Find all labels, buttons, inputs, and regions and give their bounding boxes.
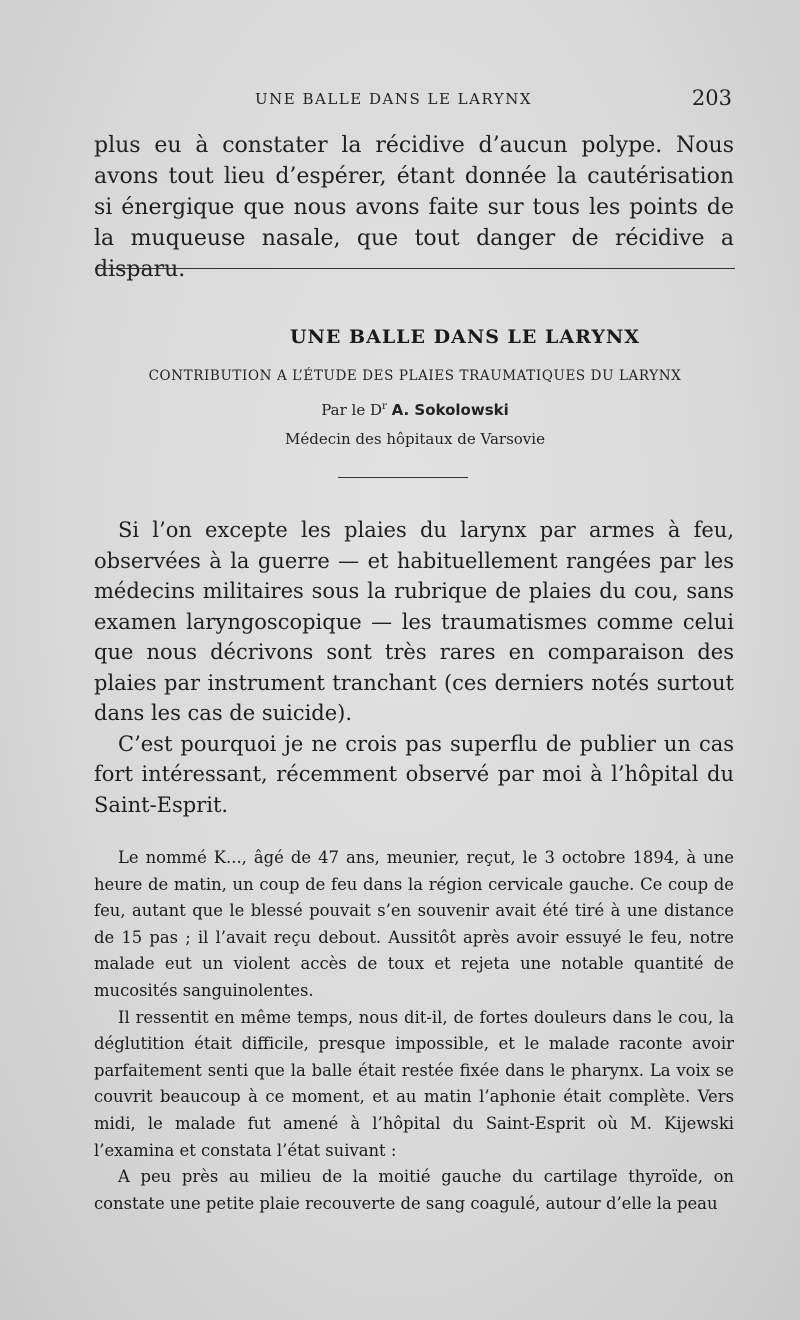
paragraph: C’est pourquoi je ne crois pas superflu de publier un cas fort intéressant, récemment observé par moi à l’hôpital du Saint-Esprit.	[94, 731, 734, 817]
byline-superscript: r	[382, 401, 387, 412]
paragraph: Le nommé K..., âgé de 47 ans, meunier, reçut, le 3 octobre 1894, à une heure de matin, un coup de feu dans la région cervicale gauche. Ce coup de feu, autant que le blessé pouvait s’en souvenir avait été tiré à une distance de 15 pas ; il l’avait reçu debout. Aussitôt après avoir essuyé le feu, notre malade eut un violent accès de toux et rejeta une notable quantité de mucosités sanguinolentes.	[94, 848, 734, 1000]
page-number: 203	[691, 86, 732, 110]
paragraph: Si l’on excepte les plaies du larynx par armes à feu, observées à la guerre — et habituellement rangées par les médecins militaires sous la rubrique de plaies du cou, sans examen laryngoscopique — les traumatismes comme celui que nous décrivons sont très rares en comparaison des plaies par instrument tranchant (ces derniers notés surtout dans les cas de suicide).	[94, 518, 734, 725]
case-report-text	[94, 845, 734, 1217]
section-divider	[95, 268, 735, 269]
author-name: A. Sokolowski	[391, 401, 509, 419]
paragraph: A peu près au milieu de la moitié gauche du cartilage thyroïde, on constate une petite plaie recouverte de sang coagulé, autour d’elle la peau	[94, 1167, 734, 1213]
byline	[95, 401, 735, 419]
article-title: UNE BALLE DANS LE LARYNX	[289, 326, 640, 348]
previous-article-ending: plus eu à constater la récidive d’aucun polype. Nous avons tout lieu d’espérer, étant donnée la cautérisation si énergique que nous avons faite sur tous les points de la muqueuse nasale, que tout danger de récidive a disparu.	[94, 133, 734, 282]
article-subtitle: CONTRIBUTION A L’ÉTUDE DES PLAIES TRAUMATIQUES DU LARYNX	[148, 368, 682, 384]
running-header	[95, 86, 732, 114]
title-rule	[338, 477, 468, 478]
running-title: UNE BALLE DANS LE LARYNX	[255, 90, 533, 108]
paragraph: Il ressentit en même temps, nous dit-il, de fortes douleurs dans le cou, la déglutition était difficile, presque impossible, et le malade raconte avoir parfaitement senti que la balle était restée fixée dans le pharynx. La voix se couvrit beaucoup à ce moment, et au matin l’aphonie était complète. Vers midi, le malade fut amené à l’hôpital du Saint-Esprit où M. Kijewski l’examina et constata l’état suivant :	[94, 1007, 734, 1160]
introduction-text	[94, 515, 734, 820]
byline-prefix: Par le D	[321, 401, 383, 419]
author-affiliation: Médecin des hôpitaux de Varsovie	[285, 430, 545, 448]
